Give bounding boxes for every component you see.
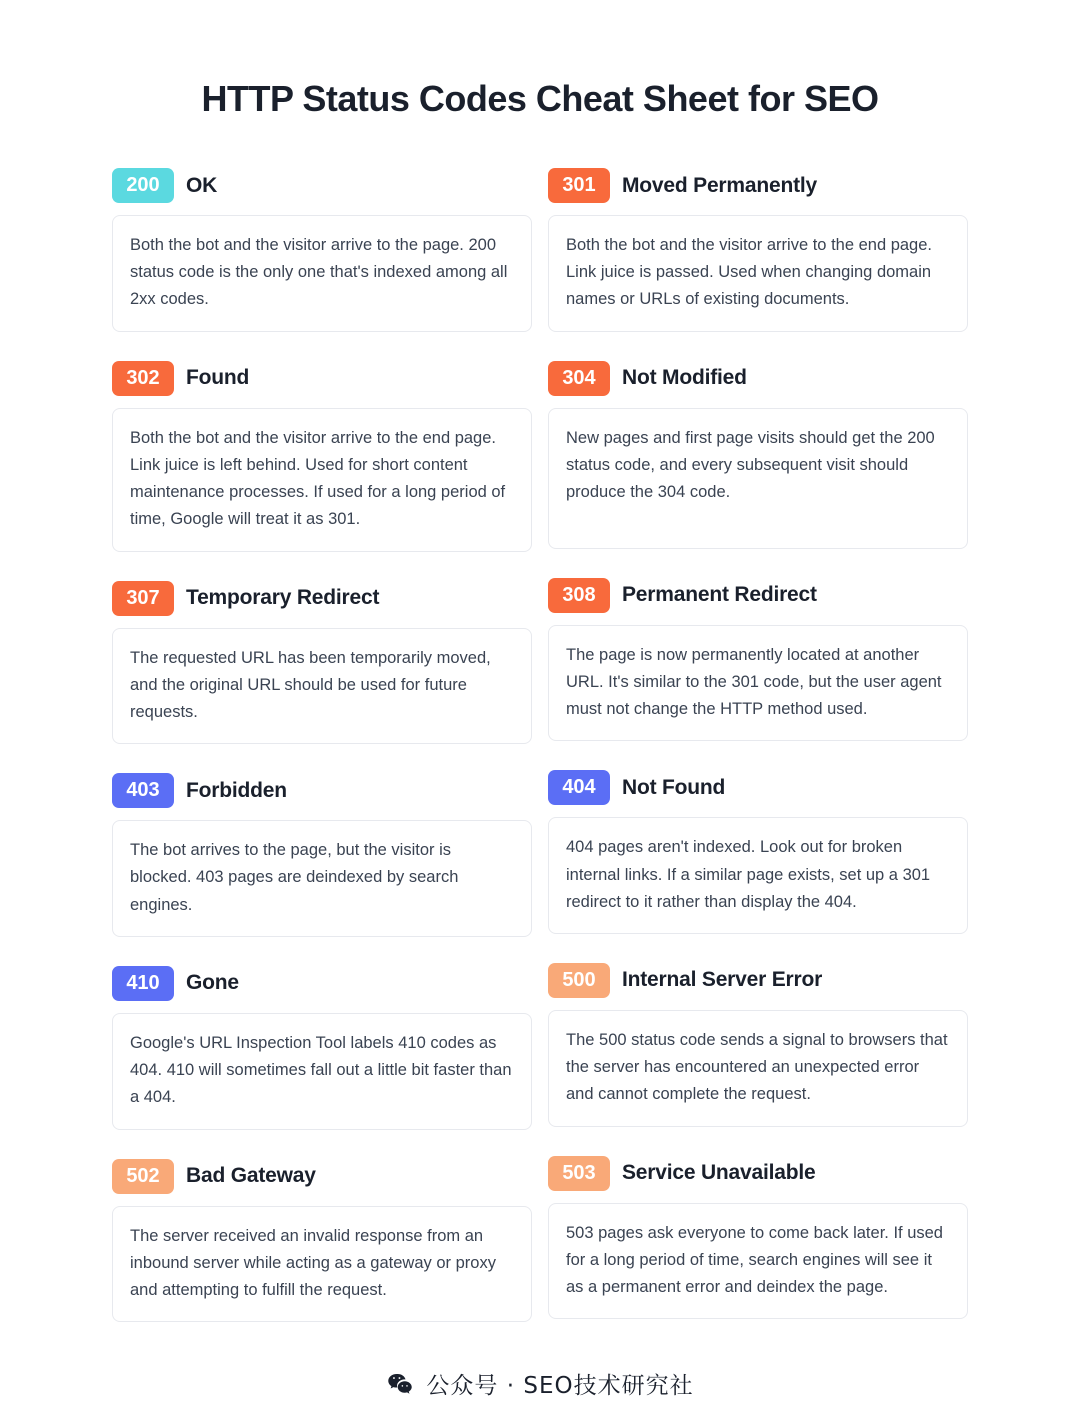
status-entry-header xyxy=(548,770,968,805)
status-description: The 500 status code sends a signal to browsers that the server has encountered an unexpected error and cannot complete the request. xyxy=(548,1010,968,1127)
footer xyxy=(0,1367,1080,1400)
status-badge: 403 xyxy=(112,773,174,808)
status-entry-header xyxy=(112,1159,532,1194)
status-entry xyxy=(112,581,532,745)
status-name: OK xyxy=(186,173,218,197)
status-entry-header xyxy=(548,963,968,998)
status-badge: 301 xyxy=(548,168,610,203)
status-entry-header xyxy=(112,966,532,1001)
wechat-icon xyxy=(386,1370,414,1398)
status-entry xyxy=(548,770,968,934)
status-name: Not Modified xyxy=(622,366,747,390)
status-entry-header xyxy=(112,773,532,808)
status-description: The requested URL has been temporarily moved, and the original URL should be used for future requests. xyxy=(112,628,532,745)
status-name: Internal Server Error xyxy=(622,968,823,992)
page-title: HTTP Status Codes Cheat Sheet for SEO xyxy=(201,78,879,119)
status-description: The bot arrives to the page, but the visitor is blocked. 403 pages are deindexed by search engines. xyxy=(112,820,532,937)
status-entry-header xyxy=(112,361,532,396)
status-entry xyxy=(548,168,968,332)
status-entry xyxy=(548,963,968,1127)
status-description: New pages and first page visits should get the 200 status code, and every subsequent visit should produce the 304 code. xyxy=(548,408,968,549)
status-description: Both the bot and the visitor arrive to the end page. Link juice is passed. Used when changing domain names or URLs of existing documents. xyxy=(548,215,968,332)
status-description: Both the bot and the visitor arrive to the page. 200 status code is the only one that's indexed among all 2xx codes. xyxy=(112,215,532,332)
status-name: Permanent Redirect xyxy=(622,583,817,607)
status-badge: 410 xyxy=(112,966,174,1001)
status-entry-header xyxy=(112,168,532,203)
status-name: Temporary Redirect xyxy=(186,586,380,610)
status-name: Bad Gateway xyxy=(186,1164,316,1187)
status-entry xyxy=(548,361,968,549)
status-description: The page is now permanently located at another URL. It's similar to the 301 code, but the user agent must not change the HTTP method used. xyxy=(548,625,968,742)
status-name: Not Found xyxy=(622,775,726,799)
right-column xyxy=(548,168,968,1351)
status-entry xyxy=(112,773,532,937)
status-entry xyxy=(548,1156,968,1320)
status-name: Found xyxy=(186,366,250,390)
status-entry xyxy=(112,966,532,1130)
status-entry xyxy=(112,168,532,332)
footer-text: 公众号 · SEO技术研究社 xyxy=(426,1373,694,1399)
status-name: Service Unavailable xyxy=(622,1161,816,1185)
status-entry xyxy=(112,361,532,552)
status-code-grid xyxy=(112,168,968,1351)
status-badge: 500 xyxy=(548,963,610,998)
status-entry xyxy=(112,1159,532,1323)
status-entry-header xyxy=(548,361,968,396)
status-entry-header xyxy=(548,578,968,613)
status-description: Google's URL Inspection Tool labels 410 codes as 404. 410 will sometimes fall out a little bit faster than a 404. xyxy=(112,1013,532,1130)
status-entry-header xyxy=(112,581,532,616)
status-entry-header xyxy=(548,168,968,203)
status-name: Moved Permanently xyxy=(622,173,817,197)
status-description: 404 pages aren't indexed. Look out for broken internal links. If a similar page exists, set up a 301 redirect to it rather than display the 404. xyxy=(548,817,968,934)
status-badge: 308 xyxy=(548,578,610,613)
status-description: The server received an invalid response from an inbound server while acting as a gateway or proxy and attempting to fulfill the request. xyxy=(112,1206,532,1323)
status-badge: 302 xyxy=(112,361,174,396)
status-badge: 404 xyxy=(548,770,610,805)
status-description: 503 pages ask everyone to come back later. If used for a long period of time, search engines will see it as a permanent error and deindex the page. xyxy=(548,1203,968,1320)
status-badge: 502 xyxy=(112,1159,174,1194)
status-entry-header xyxy=(548,1156,968,1191)
status-badge: 304 xyxy=(548,361,610,396)
status-badge: 503 xyxy=(548,1156,610,1191)
status-badge: 307 xyxy=(112,581,174,616)
status-badge: 200 xyxy=(112,168,174,203)
status-description: Both the bot and the visitor arrive to the end page. Link juice is left behind. Used for short content maintenance processes. If used for a long period of time, Google will treat it as 301. xyxy=(112,408,532,552)
status-name: Gone xyxy=(186,971,239,995)
status-name: Forbidden xyxy=(186,778,287,802)
status-entry xyxy=(548,578,968,742)
left-column xyxy=(112,168,532,1351)
